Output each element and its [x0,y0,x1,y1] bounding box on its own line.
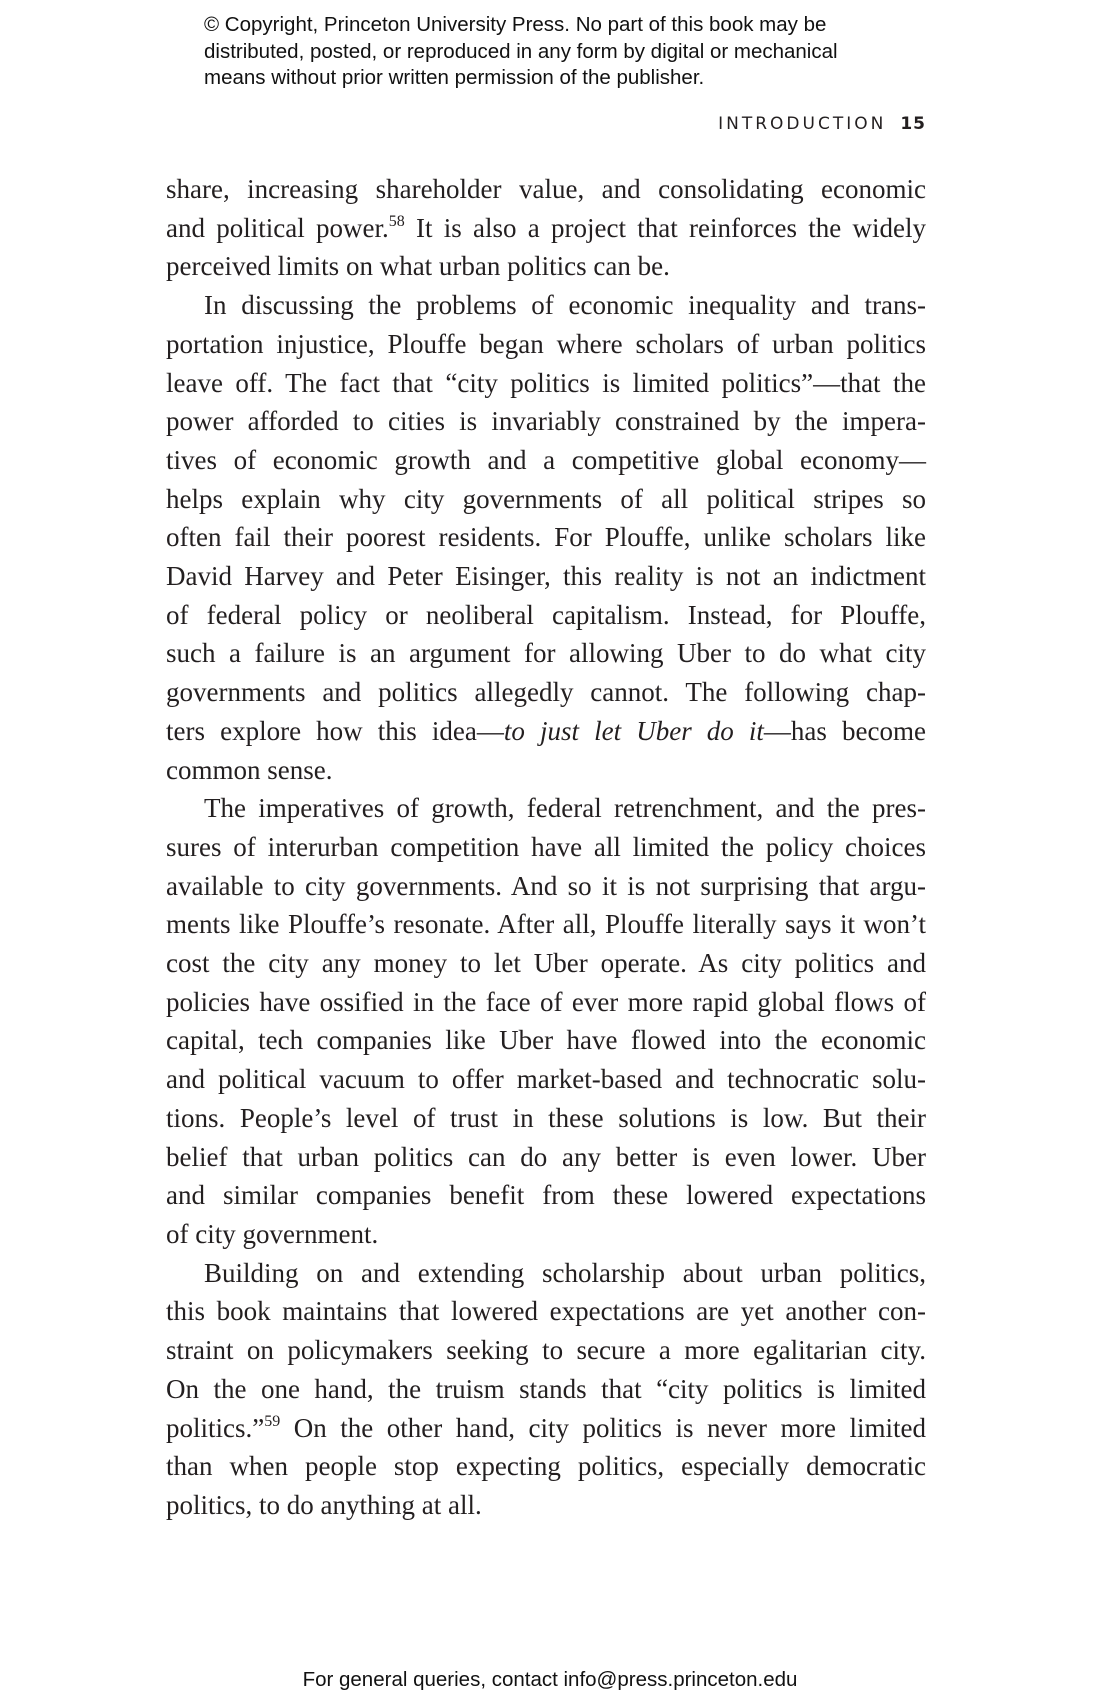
text-line: In discussing the problems of economic inequality and trans- [204,290,926,321]
text-line: of city government. [166,1218,379,1249]
text-line: power afforded to cities is invariably constrained by the impera- [166,406,926,437]
copyright-line: distributed, posted, or reproduced in any form by digital or mechanical [204,39,838,63]
copyright-line: means without prior written permission of the publisher. [204,66,705,89]
text-line: such a failure is an argument for allowing Uber to do what city [166,638,926,669]
text-line [166,209,926,248]
text-line: On the one hand, the truism stands that “city politics is limited [166,1373,926,1404]
footer-contact: For general queries, contact info@press.princeton.edu [302,1668,798,1691]
text-line: than when people stop expecting politics, especially democratic [166,1451,926,1482]
italic-phrase: to just let Uber do it [503,715,764,746]
text-line: this book maintains that lowered expectations are yet another con- [166,1296,926,1327]
text-span: ters explore how this idea— [166,715,504,746]
text-line: leave off. The fact that “city politics is limited politics”—that the [166,367,926,398]
text-line: straint on policymakers seeking to secure a more egalitarian city. [166,1335,926,1366]
chapter-title: INTRODUCTION [718,114,887,134]
text-line: often fail their poorest residents. For Plouffe, unlike scholars like [166,522,926,553]
text-line: ments like Plouffe’s resonate. After all, Plouffe literally says it won’t [166,909,926,940]
text-line: politics, to do anything at all. [166,1489,482,1520]
text-line: and similar companies benefit from these lowered expectations [166,1180,926,1211]
footnote-ref[interactable]: 59 [264,1412,281,1430]
text-line: of federal policy or neoliberal capitalism. Instead, for Plouffe, [166,599,926,630]
text-line: share, increasing shareholder value, and consolidating economic [166,174,926,204]
text-line: common sense. [166,754,333,785]
text-line: tives of economic growth and a competitive global economy— [166,444,926,475]
text-line: perceived limits on what urban politics can be. [166,251,670,282]
text-line: policies have ossified in the face of ever more rapid global flows of [166,986,926,1017]
text-line: belief that urban politics can do any better is even lower. Uber [166,1141,926,1172]
text-line: sures of interurban competition have all limited the policy choices [166,831,926,862]
text-line: capital, tech companies like Uber have flowed into the economic [166,1025,926,1056]
text-line [166,712,926,751]
text-line [166,1409,926,1448]
text-line: governments and politics allegedly cannot. The following chap- [166,677,926,708]
text-line: available to city governments. And so it is not surprising that argu- [166,870,926,901]
text-line: portation injustice, Plouffe began where scholars of urban politics [166,328,926,359]
text-line: The imperatives of growth, federal retrenchment, and the pres- [204,793,926,824]
text-line: helps explain why city governments of all political stripes so [166,483,926,514]
copyright-line: © Copyright, Princeton University Press. No part of this book may be [204,13,827,36]
text-line: David Harvey and Peter Eisinger, this reality is not an indictment [166,561,926,592]
running-head [718,114,926,134]
text-span: On the other hand, city politics is never more limited [280,1412,926,1443]
text-line: and political vacuum to offer market-based and technocratic solu- [166,1064,926,1095]
copyright-notice [204,12,924,92]
text-span: It is also a project that reinforces the widely [404,212,926,243]
text-line: cost the city any money to let Uber operate. As city politics and [166,948,926,979]
text-span: and political power. [166,212,389,243]
text-line: tions. People’s level of trust in these solutions is low. But their [166,1102,926,1133]
footnote-ref[interactable]: 58 [388,212,405,230]
text-span: —has become [763,715,926,746]
text-line: Building on and extending scholarship about urban politics, [204,1257,926,1288]
page-number: 15 [900,114,926,134]
body-text [166,170,926,1525]
text-span: politics.” [166,1412,265,1443]
